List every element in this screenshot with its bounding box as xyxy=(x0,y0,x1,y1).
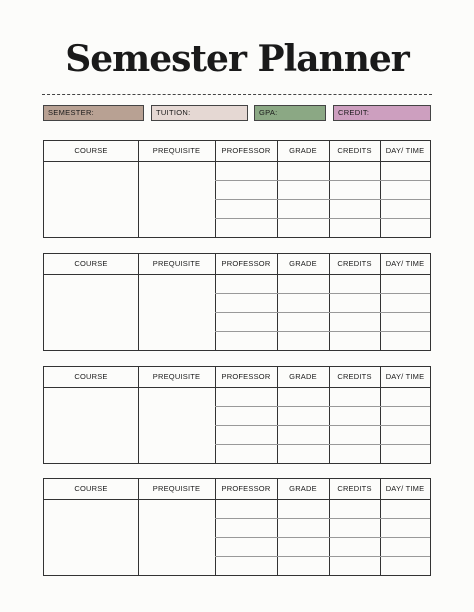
entry-cell[interactable] xyxy=(380,538,430,557)
entry-cell[interactable] xyxy=(277,557,329,576)
entry-cell[interactable] xyxy=(277,500,329,519)
entry-cell[interactable] xyxy=(380,332,430,351)
entry-cell[interactable] xyxy=(380,426,430,445)
course-table xyxy=(43,140,431,238)
credit-field[interactable]: CREDIT: xyxy=(333,105,431,121)
course-entry-cell[interactable] xyxy=(44,162,138,237)
column-header: DAY/ TIME xyxy=(385,484,425,493)
entry-cell[interactable] xyxy=(329,557,380,576)
entry-cell[interactable] xyxy=(380,313,430,332)
course-entry-cell[interactable] xyxy=(44,500,138,575)
column-header: PROFESSOR xyxy=(221,259,271,268)
entry-cell[interactable] xyxy=(380,162,430,181)
entry-cell[interactable] xyxy=(329,294,380,313)
column-header: DAY/ TIME xyxy=(385,259,425,268)
course-table xyxy=(43,253,431,351)
entry-cell[interactable] xyxy=(215,162,277,181)
prerequisite-entry-cell[interactable] xyxy=(138,388,215,463)
entry-cell[interactable] xyxy=(277,407,329,426)
column-header: DAY/ TIME xyxy=(385,146,425,155)
column-header: PROFESSOR xyxy=(221,372,271,381)
prerequisite-entry-cell[interactable] xyxy=(138,275,215,350)
entry-cell[interactable] xyxy=(329,162,380,181)
entry-cell[interactable] xyxy=(380,407,430,426)
entry-cell[interactable] xyxy=(215,445,277,464)
column-header: COURSE xyxy=(74,146,108,155)
column-header: COURSE xyxy=(74,372,108,381)
course-entry-cell[interactable] xyxy=(44,275,138,350)
entry-cell[interactable] xyxy=(329,200,380,219)
entry-cell[interactable] xyxy=(215,519,277,538)
entry-cell[interactable] xyxy=(329,388,380,407)
entry-cell[interactable] xyxy=(380,388,430,407)
entry-cell[interactable] xyxy=(215,538,277,557)
entry-cell[interactable] xyxy=(277,445,329,464)
column-header: CREDITS xyxy=(337,372,372,381)
column-header: PREQUISITE xyxy=(152,259,201,268)
entry-cell[interactable] xyxy=(215,500,277,519)
entry-cell[interactable] xyxy=(380,294,430,313)
entry-cell[interactable] xyxy=(277,162,329,181)
entry-cell[interactable] xyxy=(215,407,277,426)
entry-cell[interactable] xyxy=(215,332,277,351)
entry-cell[interactable] xyxy=(277,275,329,294)
entry-cell[interactable] xyxy=(380,500,430,519)
course-table xyxy=(43,366,431,464)
column-header: GRADE xyxy=(289,146,317,155)
entry-cell[interactable] xyxy=(329,313,380,332)
entry-cell[interactable] xyxy=(277,200,329,219)
column-header: CREDITS xyxy=(337,259,372,268)
entry-cell[interactable] xyxy=(329,500,380,519)
entry-cell[interactable] xyxy=(329,426,380,445)
column-header: PREQUISITE xyxy=(152,484,201,493)
dashed-divider xyxy=(42,94,432,95)
entry-cell[interactable] xyxy=(277,519,329,538)
column-header: PROFESSOR xyxy=(221,484,271,493)
column-header: GRADE xyxy=(289,484,317,493)
column-header: GRADE xyxy=(289,372,317,381)
tuition-field[interactable]: TUITION: xyxy=(151,105,248,121)
entry-cell[interactable] xyxy=(215,275,277,294)
entry-cell[interactable] xyxy=(277,332,329,351)
entry-cell[interactable] xyxy=(215,557,277,576)
course-table xyxy=(43,478,431,576)
entry-cell[interactable] xyxy=(277,426,329,445)
entry-cell[interactable] xyxy=(329,445,380,464)
entry-cell[interactable] xyxy=(329,219,380,238)
entry-cell[interactable] xyxy=(215,181,277,200)
entry-cell[interactable] xyxy=(277,388,329,407)
entry-cell[interactable] xyxy=(277,181,329,200)
entry-cell[interactable] xyxy=(380,557,430,576)
column-header: PROFESSOR xyxy=(221,146,271,155)
entry-cell[interactable] xyxy=(380,445,430,464)
prerequisite-entry-cell[interactable] xyxy=(138,500,215,575)
gpa-field[interactable]: GPA: xyxy=(254,105,326,121)
entry-cell[interactable] xyxy=(277,538,329,557)
entry-cell[interactable] xyxy=(215,200,277,219)
entry-cell[interactable] xyxy=(215,426,277,445)
entry-cell[interactable] xyxy=(329,181,380,200)
entry-cell[interactable] xyxy=(215,388,277,407)
entry-cell[interactable] xyxy=(277,219,329,238)
semester-field[interactable]: SEMESTER: xyxy=(43,105,144,121)
column-header: GRADE xyxy=(289,259,317,268)
entry-cell[interactable] xyxy=(329,519,380,538)
entry-cell[interactable] xyxy=(215,294,277,313)
column-header: CREDITS xyxy=(337,484,372,493)
entry-cell[interactable] xyxy=(380,200,430,219)
entry-cell[interactable] xyxy=(329,275,380,294)
column-header: COURSE xyxy=(74,259,108,268)
entry-cell[interactable] xyxy=(329,538,380,557)
entry-cell[interactable] xyxy=(329,332,380,351)
column-header: PREQUISITE xyxy=(152,372,201,381)
entry-cell[interactable] xyxy=(380,181,430,200)
entry-cell[interactable] xyxy=(380,519,430,538)
entry-cell[interactable] xyxy=(380,219,430,238)
prerequisite-entry-cell[interactable] xyxy=(138,162,215,237)
column-header: CREDITS xyxy=(337,146,372,155)
column-header: DAY/ TIME xyxy=(385,372,425,381)
column-header: PREQUISITE xyxy=(152,146,201,155)
course-entry-cell[interactable] xyxy=(44,388,138,463)
page-title: Semester Planner xyxy=(65,38,409,80)
entry-cell[interactable] xyxy=(277,313,329,332)
entry-cell[interactable] xyxy=(215,219,277,238)
column-header: COURSE xyxy=(74,484,108,493)
entry-cell[interactable] xyxy=(380,275,430,294)
entry-cell[interactable] xyxy=(329,407,380,426)
entry-cell[interactable] xyxy=(215,313,277,332)
entry-cell[interactable] xyxy=(277,294,329,313)
